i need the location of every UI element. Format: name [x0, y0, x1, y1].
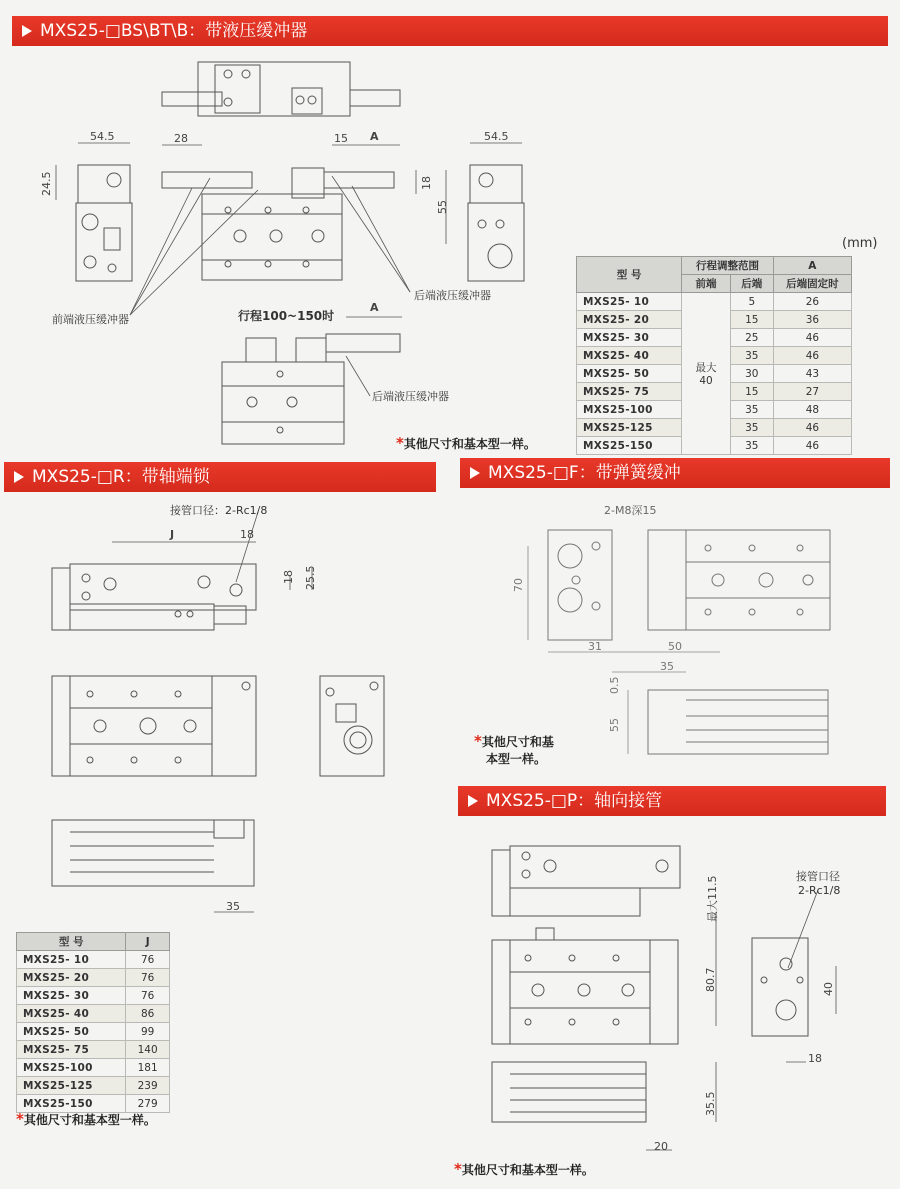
- header-j: J: [126, 933, 170, 951]
- table-row: MXS25-125 239: [17, 1077, 170, 1095]
- dim-55-bs: 55: [436, 200, 449, 214]
- dim-j: J: [170, 528, 175, 541]
- asterisk-icon: *: [474, 732, 482, 750]
- table-row: MXS25-150 279: [17, 1095, 170, 1113]
- table-row: MXS25- 20 15 36: [577, 311, 852, 329]
- section-banner-p: MXS25-□P：轴向接管: [458, 786, 886, 816]
- section-banner-r: MXS25-□R：带轴端锁: [4, 462, 436, 492]
- label-rear-buffer: 后端液压缓冲器: [414, 289, 491, 302]
- dim-18-r-h: 18: [240, 528, 254, 541]
- dim-28: 28: [174, 132, 188, 145]
- table-row: MXS25- 30 76: [17, 987, 170, 1005]
- dim-a-lower: A: [370, 301, 379, 314]
- label-thread-f: 2-M8深15: [604, 504, 657, 517]
- dim-max-11-5: 最大11.5: [706, 875, 719, 922]
- dim-31: 31: [588, 640, 602, 653]
- note-f: *其他尺寸和基 本型一样。: [474, 732, 554, 766]
- table-row: MXS25- 40 86: [17, 1005, 170, 1023]
- dim-20: 20: [654, 1140, 668, 1153]
- dim-24-5: 24.5: [40, 171, 53, 196]
- bs-spec-table: [576, 256, 852, 455]
- r-spec-table: [16, 932, 170, 1113]
- asterisk-icon: *: [454, 1160, 462, 1178]
- table-row: MXS25-125 35 46: [577, 419, 852, 437]
- dim-54-5-right: 54.5: [484, 130, 509, 143]
- dim-50: 50: [668, 640, 682, 653]
- table-row: MXS25- 10 76: [17, 951, 170, 969]
- label-port-p-1: 接管口径: [796, 870, 840, 883]
- dim-18-bs: 18: [420, 176, 433, 190]
- dim-35-5: 35.5: [704, 1091, 717, 1116]
- table-row: MXS25- 20 76: [17, 969, 170, 987]
- table-row: MXS25-100 35 48: [577, 401, 852, 419]
- table-row: MXS25-150 35 46: [577, 437, 852, 455]
- header-range: 行程调整范围: [682, 257, 774, 275]
- dim-70: 70: [512, 578, 525, 592]
- table-row: MXS25- 50 30 43: [577, 365, 852, 383]
- label-rear-buffer-2: 后端液压缓冲器: [372, 390, 449, 403]
- dim-18-r-v: 18: [282, 570, 295, 584]
- table-row: MXS25-100 181: [17, 1059, 170, 1077]
- dim-18-p: 18: [808, 1052, 822, 1065]
- header-model: 型 号: [577, 257, 682, 293]
- front-merged-cell: 最大 40: [682, 293, 731, 455]
- label-port-p-2: 2-Rc1/8: [798, 884, 841, 897]
- section-banner-f: MXS25-□F：带弹簧缓冲: [460, 458, 890, 488]
- note-p: *其他尺寸和基本型一样。: [454, 1160, 594, 1178]
- table-row: MXS25- 10 最大 40 5 26: [577, 293, 852, 311]
- asterisk-icon: *: [396, 434, 404, 452]
- dim-54-5-left: 54.5: [90, 130, 115, 143]
- header-rear: 后端: [730, 275, 773, 293]
- table-row: MXS25- 75 15 27: [577, 383, 852, 401]
- label-stroke-note: 行程100~150时: [238, 309, 335, 323]
- dim-25-5: 25.5: [304, 565, 317, 590]
- note-r: *其他尺寸和基本型一样。: [16, 1110, 156, 1128]
- dim-55-f: 55: [608, 718, 621, 732]
- dim-0-5: 0.5: [608, 676, 621, 694]
- label-port-r: 接管口径：2-Rc1/8: [170, 504, 268, 517]
- header-model: 型 号: [17, 933, 126, 951]
- table-row: MXS25- 40 35 46: [577, 347, 852, 365]
- asterisk-icon: *: [16, 1110, 24, 1128]
- dim-35-r: 35: [226, 900, 240, 913]
- dim-40: 40: [822, 982, 835, 996]
- header-front: 前端: [682, 275, 731, 293]
- dim-80-7: 80.7: [704, 967, 717, 992]
- dim-35-f: 35: [660, 660, 674, 673]
- label-front-buffer: 前端液压缓冲器: [52, 313, 129, 326]
- unit-label: (mm): [842, 236, 878, 251]
- note-bs: *其他尺寸和基本型一样。: [396, 434, 536, 452]
- table-row: MXS25- 30 25 46: [577, 329, 852, 347]
- table-row: MXS25- 75 140: [17, 1041, 170, 1059]
- dim-a-top: A: [370, 130, 379, 143]
- dim-15: 15: [334, 132, 348, 145]
- header-a: A: [773, 257, 851, 275]
- section-banner-bs: MXS25-□BS\BT\B：带液压缓冲器: [12, 16, 888, 46]
- table-row: MXS25- 50 99: [17, 1023, 170, 1041]
- header-a-sub: 后端固定时: [773, 275, 851, 293]
